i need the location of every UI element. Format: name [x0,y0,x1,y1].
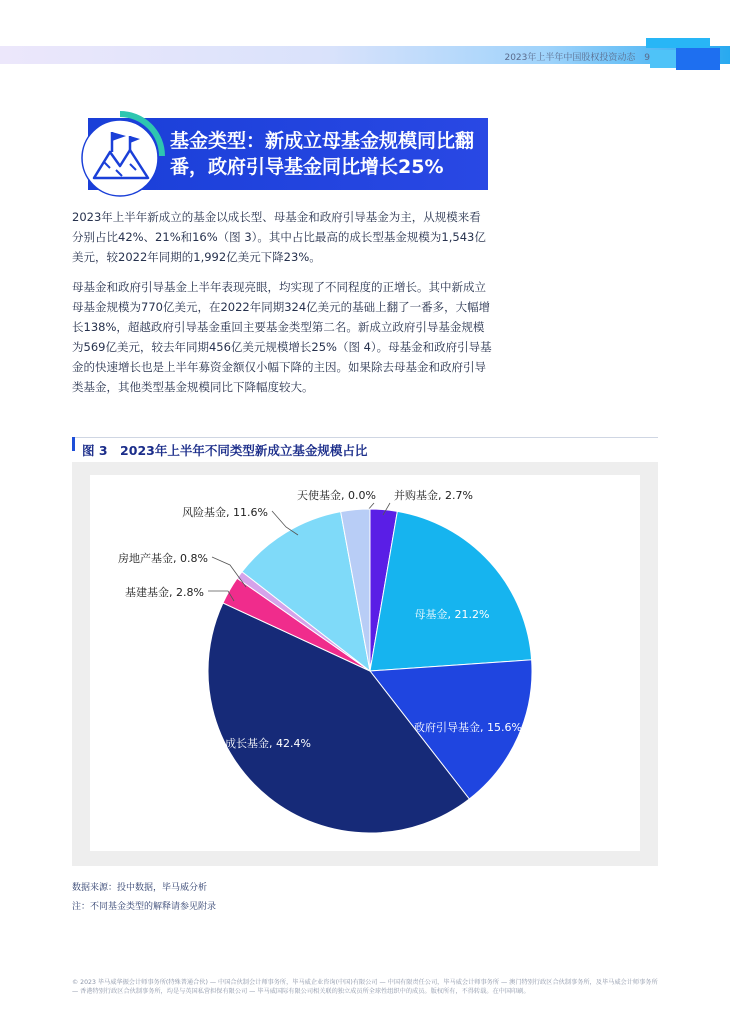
figure-note: 注：不同基金类型的解释请参见附录 [72,902,217,912]
pie-slice-2 [370,511,532,671]
paragraph-1: 2023年上半年新成立的基金以成长型、母基金和政府引导基金为主，从规模来看分别占比42%、21%和16%（图 3）。其中占比最高的成长型基金规模为1,543亿美元，较2022年同期的1,992亿美元下降23%。 [72,210,486,264]
pie-chart [90,475,640,851]
figure-rule [72,437,658,438]
footer-copyright: © 2023 毕马威华振会计师事务所(特殊普通合伙) — 中国合伙制会计师事务所，毕马威企业咨询(中国)有限公司 — 中国有限责任公司，毕马威会计师事务所 — 澳门特别行政区合伙制事务所，及毕马威会计师事务所 — 香港特别行政区合伙制事务所，均是与英国私营担保有限公司 — 毕马威国际有限公司相关联的独立成员所全球性组织中的成员。版权所有，不得转载。在中国印刷。 [72,979,658,995]
figure-source: 数据来源：投中数据，毕马威分析 [72,883,208,893]
pie-label: 政府引导基金, 15.6% [414,721,522,734]
section-title: 基金类型：新成立母基金规模同比翻番，政府引导基金同比增长25% [170,130,475,178]
figure-title: 图 3 2023年上半年不同类型新成立基金规模占比 [82,443,368,458]
figure-marker [72,437,75,451]
mountain-flag-icon [72,108,168,204]
report-title: 2023年上半年中国股权投资动态 9 [504,53,650,63]
pie-label: 成长基金, 42.4% [225,737,311,750]
page-number: 9 [644,53,650,63]
pie-label: 房地产基金, 0.8% [118,552,208,565]
pie-label: 风险基金, 11.6% [182,506,268,519]
pie-label: 并购基金, 2.7% [394,489,473,502]
pie-label: 基建基金, 2.8% [125,586,204,599]
pie-label: 天使基金, 0.0% [297,489,376,502]
pie-label: 母基金, 21.2% [414,608,490,621]
paragraph-2: 母基金和政府引导基金上半年表现亮眼，均实现了不同程度的正增长。其中新成立母基金规模为770亿美元，在2022年同期324亿美元的基础上翻了一番多，大幅增长138%，超越政府引导基金重回主要基金类型第二名。新成立政府引导基金规模为569亿美元，较去年同期456亿美元规模增长25%（图 4）。母基金和政府引导基金的快速增长也是上半年募资金额仅小幅下降的主因。如果除去母基金和政府引导类基金，其他类型基金规模同比下降幅度较大。 [72,280,492,394]
